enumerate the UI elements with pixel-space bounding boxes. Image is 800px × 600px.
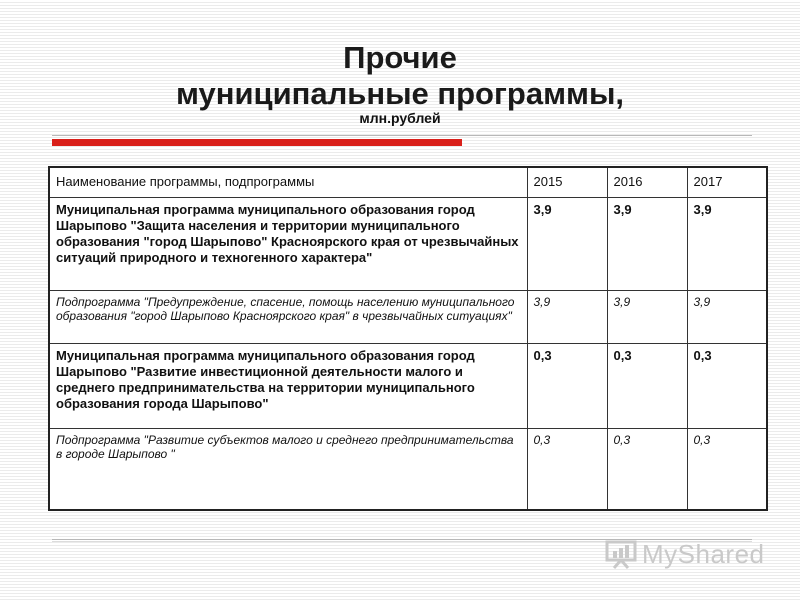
slide-title	[0, 40, 800, 112]
header-year-2015: 2015	[527, 167, 607, 198]
value-2015-cell: 3,9	[527, 291, 607, 344]
top-divider-line	[52, 135, 752, 136]
table-header-row	[49, 167, 767, 198]
value-2016-cell: 0,3	[607, 429, 687, 511]
table-row	[49, 344, 767, 429]
slide-subtitle: млн.рублей	[359, 110, 441, 126]
header-program-name: Наименование программы, подпрограммы	[49, 167, 527, 198]
table-row	[49, 429, 767, 511]
top-accent-bar	[52, 139, 462, 146]
program-name-cell: Муниципальная программа муниципального образования город Шарыпово "Развитие инвестиционной деятельности малого и среднего предпринимательства на территории муниципального образования города Шарыпово"	[49, 344, 527, 429]
programs-table	[48, 166, 768, 511]
header-year-2016: 2016	[607, 167, 687, 198]
table-row	[49, 198, 767, 291]
subprogram-name-cell: Подпрограмма "Предупреждение, спасение, помощь населению муниципального образования "город Шарыпово Красноярского края" в чрезвычайных ситуациях"	[49, 291, 527, 344]
value-2015-cell: 3,9	[527, 198, 607, 291]
header-year-2017: 2017	[687, 167, 767, 198]
watermark-text: MyShared	[642, 538, 765, 569]
value-2016-cell: 3,9	[607, 198, 687, 291]
value-2016-cell: 0,3	[607, 344, 687, 429]
subprogram-name-cell: Подпрограмма "Развитие субъектов малого и среднего предпринимательства в городе Шарыпово "	[49, 429, 527, 511]
title-line-1: Прочие	[343, 40, 457, 75]
value-2017-cell: 0,3	[687, 429, 767, 511]
value-2015-cell: 0,3	[527, 344, 607, 429]
value-2015-cell: 0,3	[527, 429, 607, 511]
value-2017-cell: 0,3	[687, 344, 767, 429]
value-2016-cell: 3,9	[607, 291, 687, 344]
watermark	[604, 538, 765, 570]
program-name-cell: Муниципальная программа муниципального образования город Шарыпово "Защита населения и территории муниципального образования "город Шарыпово" Красноярского края от чрезвычайных ситуаций природного и техногенного характера"	[49, 198, 527, 291]
value-2017-cell: 3,9	[687, 198, 767, 291]
table-row	[49, 291, 767, 344]
title-line-2: муниципальные программы,	[175, 76, 625, 111]
presentation-board-icon	[604, 539, 638, 569]
value-2017-cell: 3,9	[687, 291, 767, 344]
